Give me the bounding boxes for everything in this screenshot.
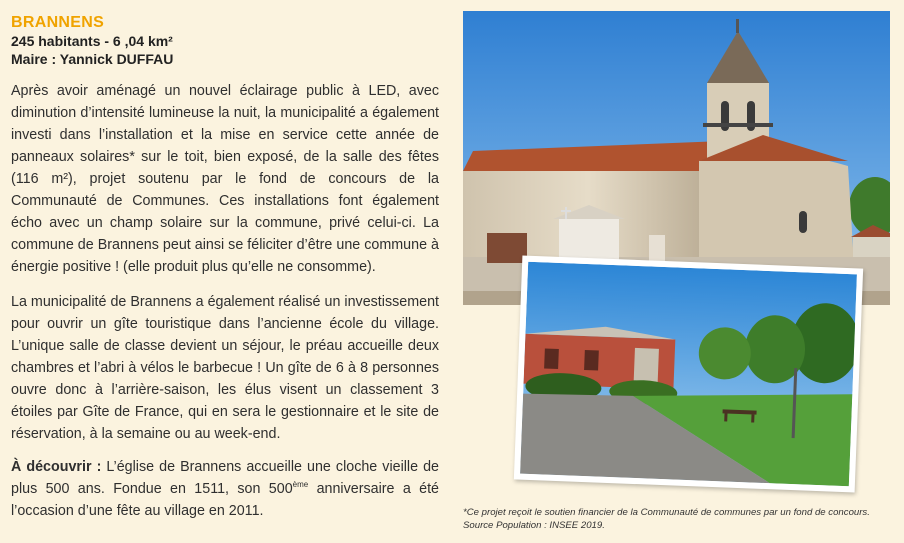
footnote: *Ce projet reçoit le soutien financier de la Communauté de communes par un fond de concours. Source Population : INSEE 2019. — [463, 507, 870, 531]
town-name: BRANNENS — [11, 14, 105, 31]
mayor-name: Maire : Yannick DUFFAU — [11, 51, 174, 67]
paragraph-solar: Après avoir aménagé un nouvel éclairage public à LED, avec diminution d’intensité lumineuse la nuit, la municipalité a également investi dans l’installation et la mise en service cette année de panneaux solaires* sur le toit, bien exposé, de la salle des fêtes (116 m²), projet soutenu par le fond de concours de la Communauté de Communes. Ces installations font également écho avec un champ solaire sur la commune, privé celui-ci. La commune de Brannens peut ainsi se féliciter d’être une commune à énergie positive ! (elle produit plus qu’elle ne consomme). — [11, 83, 439, 275]
paragraph-gite: La municipalité de Brannens a également réalisé un investissement pour ouvrir un gîte touristique dans l’ancienne école du village. L’unique salle de classe devient un séjour, le préau accueille deux chambres et l’abri à vélos le barbecue ! Un gîte de 6 à 8 personnes ouvre donc à l’arrière-saison, les élus visent un classement 3 étoiles par Gîte de France, qui en sera le gestionnaire et le site de réservation, à la semaine ou au week-end. — [11, 294, 439, 442]
gite-photo — [514, 256, 863, 493]
paragraph-discover — [11, 456, 439, 522]
discover-sup: ème — [292, 480, 309, 490]
discover-text-b: anniversaire a été l’occasion d’une fête au village en 2011. — [11, 481, 440, 519]
article — [11, 14, 439, 522]
discover-text-a: L’église de Brannens accueille une cloche vieille de plus 500 ans. Fondue en 1511, son 500 — [11, 459, 440, 497]
town-stats: 245 habitants - 6 ,04 km² — [11, 33, 173, 49]
discover-label: À découvrir : — [11, 459, 102, 475]
